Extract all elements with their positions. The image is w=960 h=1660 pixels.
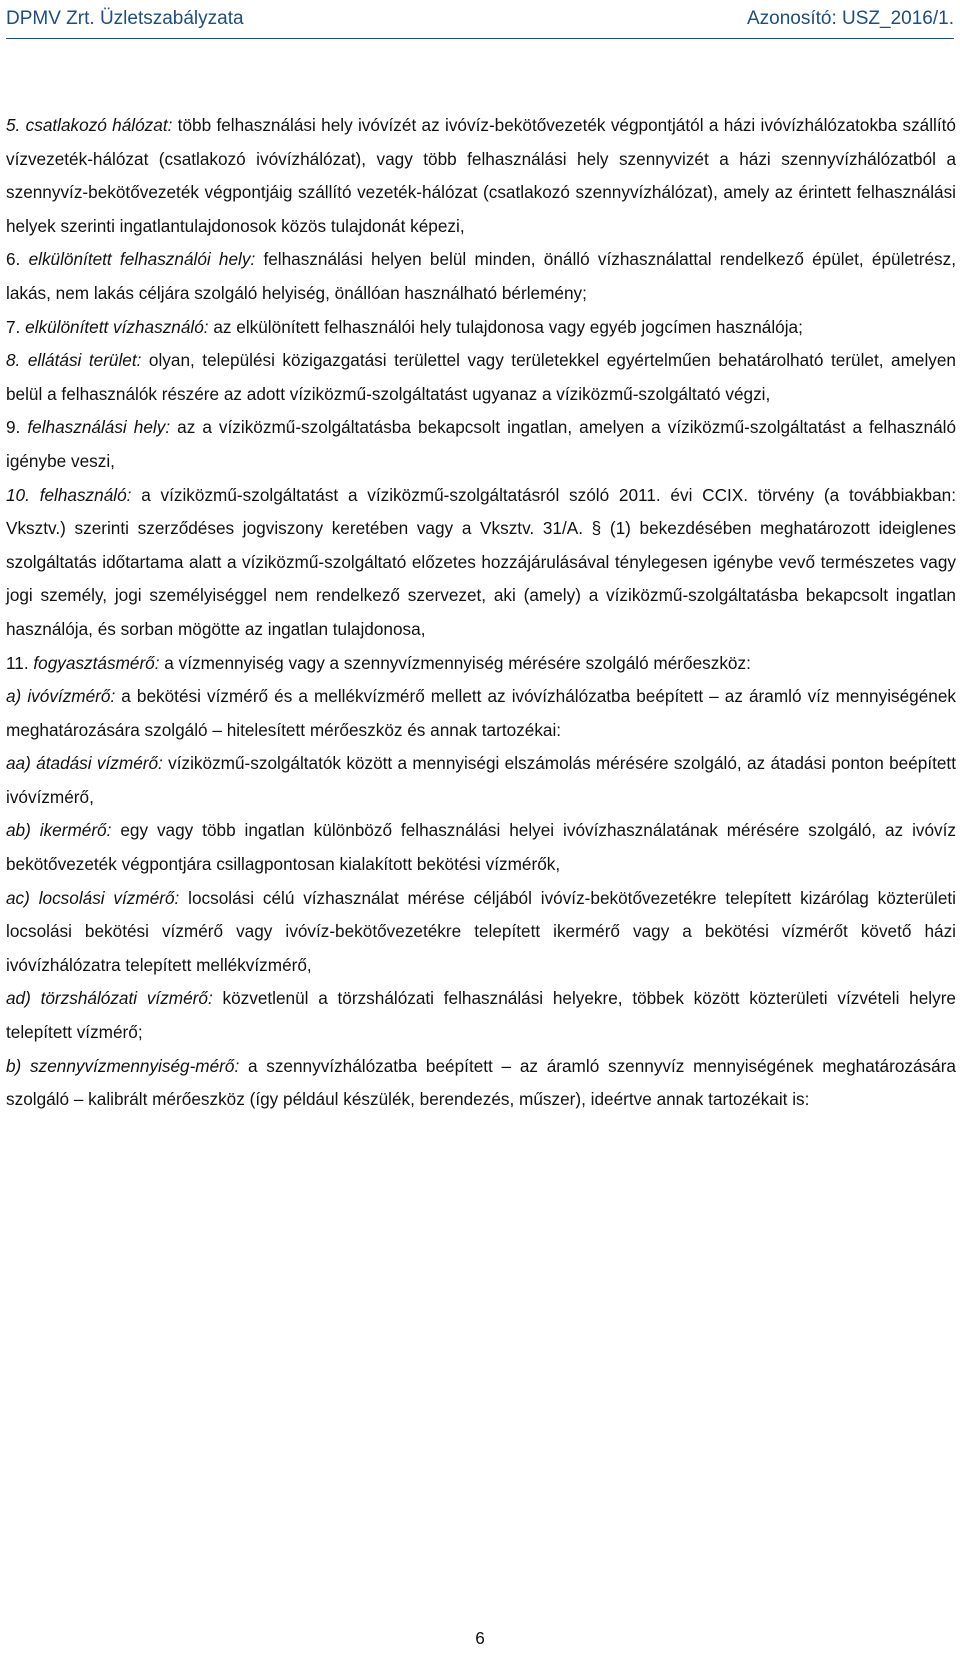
definition-text: közvetlenül a törzshálózati felhasználási helyekre, többek között közterületi vízvételi helyre telepített vízmérő; xyxy=(6,988,956,1043)
definition-term: locsolási vízmérő: xyxy=(38,887,180,908)
definition-number: 6. xyxy=(6,249,21,270)
page-number: 6 xyxy=(475,1628,485,1648)
definition-term: átadási vízmérő: xyxy=(36,753,163,774)
definition-number: a) xyxy=(6,686,22,707)
definition-number: ac) xyxy=(6,887,30,908)
definition-term: elkülönített vízhasználó: xyxy=(25,316,209,337)
definition-paragraph xyxy=(6,109,956,243)
definition-term: felhasználási hely: xyxy=(27,417,171,438)
definition-text: az elkülönített felhasználói hely tulajdonosa vagy egyéb jogcímen használója; xyxy=(208,316,803,337)
definition-text: locsolási célú vízhasználat mérése céljából ivóvíz-bekötővezetékre telepített kizárólag közterületi locsolási bekötési vízmérő vagy ivóvíz-bekötővezetékre telepített ikermérő vagy a bekötési vízmérőt követő házi ivóvízhálózatra telepített mellékvízmérő, xyxy=(6,887,956,975)
definition-term: törzshálózati vízmérő: xyxy=(40,988,213,1009)
definition-paragraph xyxy=(6,1050,956,1117)
definition-paragraph xyxy=(6,982,956,1049)
definition-term: ikermérő: xyxy=(39,820,112,841)
definition-term: szennyvízmennyiség-mérő: xyxy=(30,1055,240,1076)
definition-text: felhasználási helyen belül minden, önálló vízhasználattal rendelkező épület, épületrész, lakás, nem lakás céljára szolgáló helyiség, önállóan használható bérlemény; xyxy=(6,249,957,303)
definition-text: víziközmű-szolgáltatók között a mennyiségi elszámolás mérésére szolgáló, az átadási ponton beépített ivóvízmérő, xyxy=(6,753,956,807)
definition-text: az a víziközmű-szolgáltatásba bekapcsolt ingatlan, amelyen a víziközmű-szolgáltatást a felhasználó igénybe veszi, xyxy=(6,417,957,471)
definition-paragraph xyxy=(6,680,956,747)
definition-number: 11. xyxy=(6,652,29,673)
definition-text: a szennyvízhálózatba beépített – az áramló szennyvíz mennyiségének meghatározására szolgáló – kalibrált mérőeszköz (így például készülék, berendezés, műszer), ideértve annak tartozékait is: xyxy=(6,1055,956,1110)
header-divider xyxy=(6,38,954,39)
definition-number: 10. xyxy=(6,484,30,505)
definition-number: 8. xyxy=(6,350,21,371)
definition-number: 7. xyxy=(6,316,21,337)
definition-text: a vízmennyiség vagy a szennyvízmennyiség mérésére szolgáló mérőeszköz: xyxy=(159,652,751,673)
definition-paragraph xyxy=(6,647,956,681)
definition-text: a bekötési vízmérő és a mellékvízmérő mellett az ivóvízhálózatba beépített – az áramló víz mennyiségének meghatározására szolgáló – hitelesített mérőeszköz és annak tartozékai: xyxy=(6,686,956,740)
definition-text: több felhasználási hely ivóvízét az ivóvíz-bekötővezeték végpontjától a házi ivóvízhálózatokba szállító vízvezeték-hálózat (csatlakozó ivóvízhálózat), vagy több felhasználási hely szennyvizét a házi szennyvízhálózatból a szennyvíz-bekötővezeték végpontjáig szállító vezeték-hálózat (csatlakozó szennyvízhálózat), amely az érintett felhasználási helyek szerinti ingatlantulajdonosok közös tulajdonát képezi, xyxy=(6,115,956,236)
definition-text: olyan, települési közigazgatási területtel vagy területekkel egyértelműen behatárolható terület, amelyen belül a felhasználók részére az adott víziközmű-szolgáltatást ugyanaz a víziközmű-szolgáltató végzi, xyxy=(6,350,956,404)
definition-paragraph xyxy=(6,882,956,983)
definition-term: csatlakozó hálózat: xyxy=(25,115,173,135)
definition-paragraph xyxy=(6,344,956,411)
definition-paragraph xyxy=(6,411,956,478)
definition-number: aa) xyxy=(6,753,31,774)
definition-term: elkülönített felhasználói hely: xyxy=(28,249,256,270)
header-document-id: Azonosító: USZ_2016/1. xyxy=(746,8,954,29)
definition-paragraph xyxy=(6,814,956,881)
definition-number: b) xyxy=(6,1055,22,1076)
definition-number: 5. xyxy=(6,115,21,135)
page-header xyxy=(6,2,954,36)
definition-term: ivóvízmérő: xyxy=(27,686,116,707)
definition-paragraph xyxy=(6,243,956,310)
document-body xyxy=(6,109,956,1117)
definition-text: egy vagy több ingatlan különböző felhasználási helyei ivóvízhasználatának mérésére szolgáló, az ivóvíz bekötővezeték végpontjára csillagpontosan kialakított bekötési vízmérők, xyxy=(6,820,956,875)
definition-term: fogyasztásmérő: xyxy=(33,652,160,673)
definition-text: a víziközmű-szolgáltatást a víziközmű-szolgáltatásról szóló 2011. évi CCIX. törvény (a továbbiakban: Vksztv.) szerinti szerződéses jogviszony keretében vagy a Vksztv. 31/A. § (1) bekezdésében meghatározott ideiglenes szolgáltatás időtartama alatt a víziközmű-szolgáltató előzetes hozzájárulásával ténylegesen igénybe vevő természetes vagy jogi személy, jogi személyiséggel nem rendelkező szervezet, aki (amely) a víziközmű-szolgáltatásba bekapcsolt ingatlan használója, és sorban mögötte az ingatlan tulajdonosa, xyxy=(6,484,956,639)
definition-term: ellátási terület: xyxy=(27,350,142,371)
definition-paragraph xyxy=(6,311,956,345)
definition-number: ad) xyxy=(6,988,31,1009)
header-document-title: DPMV Zrt. Üzletszabályzata xyxy=(6,8,244,29)
definition-term: felhasználó: xyxy=(39,484,132,505)
definition-number: ab) xyxy=(6,820,31,841)
definition-paragraph xyxy=(6,479,956,647)
definition-number: 9. xyxy=(6,417,21,438)
definition-paragraph xyxy=(6,747,956,814)
